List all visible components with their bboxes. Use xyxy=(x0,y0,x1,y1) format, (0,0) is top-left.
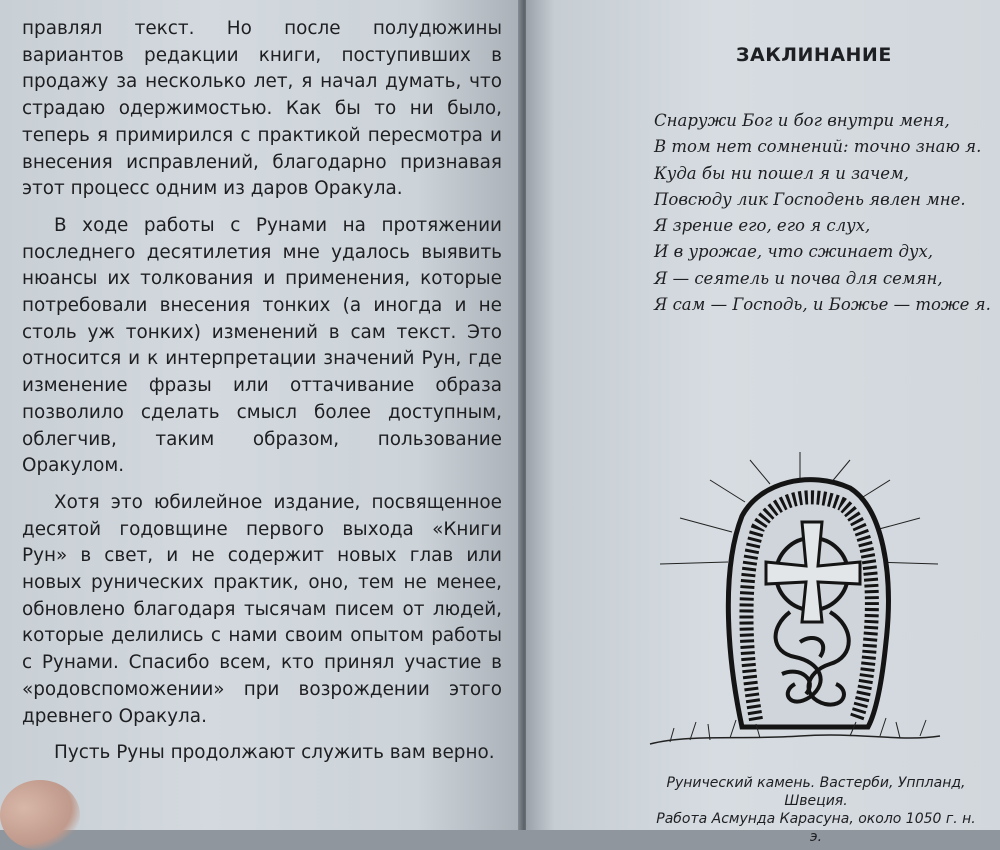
poem-line: И в урожае, что сжинает дух, xyxy=(654,242,934,262)
right-page xyxy=(526,0,1000,845)
thumb xyxy=(0,780,80,850)
paragraph-3: Хотя это юбилейное издание, посвященное десятой годовщине первого выхода «Книги Рун» в свет, и не содержит новых глав или новых рунических практик, оно, тем не менее, обновлено благодаря тысячам писем от людей, которые делились с нами своим опытом работы с Рунами. Спасибо всем, кто принял участие в «родовспоможении» при возрождении этого древнего Оракула. xyxy=(22,491,502,727)
page-title: ЗАКЛИНАНИЕ xyxy=(736,44,892,66)
caption-line: Рунический камень. Вастерби, Уппланд, Швеция. xyxy=(666,775,966,809)
runestone-illustration xyxy=(650,452,940,758)
poem-line: Я сам — Господь, и Божье — тоже я. xyxy=(654,295,991,315)
caption-line: Работа Асмунда Карасуна, около 1050 г. н. э. xyxy=(656,811,976,845)
poem-line: Снаружи Бог и бог внутри меня, xyxy=(654,111,950,130)
poem-line: Куда бы ни пошел я и зачем, xyxy=(654,163,909,183)
poem-line: Повсюду лик Господень явлен мне. xyxy=(654,189,966,209)
poem-line: Я зрение его, его я слух, xyxy=(654,216,871,236)
illustration-caption xyxy=(656,774,976,846)
paragraph-4: Пусть Руны продолжают служить вам верно. xyxy=(54,742,495,764)
paragraph-1: правлял текст. Но после полудюжины вариантов редакции книги, поступивших в продажу за несколько лет, я начал думать, что страдаю одержимостью. Как бы то ни было, теперь я примирился с практикой пересмотра и внесения исправлений, благодарно признавая этот процесс одним из даров Оракула. xyxy=(22,18,502,200)
poem-line: В том нет сомнений: точно знаю я. xyxy=(654,137,982,157)
poem-line: Я — сеятель и почва для семян, xyxy=(654,268,943,288)
poem xyxy=(654,108,994,318)
left-page-text xyxy=(22,16,502,777)
paragraph-2: В ходе работы с Рунами на протяжении последнего десятилетия мне удалось выявить нюансы их толкования и применения, которые потребовали внесения тонких (а иногда и не столь уж тонких) изменений в сам текст. Это относится и к интерпретации значений Рун, где изменение фразы или оттачивание образа позволило сделать смысл более доступным, облегчив, таким образом, пользование Оракулом. xyxy=(22,214,502,477)
